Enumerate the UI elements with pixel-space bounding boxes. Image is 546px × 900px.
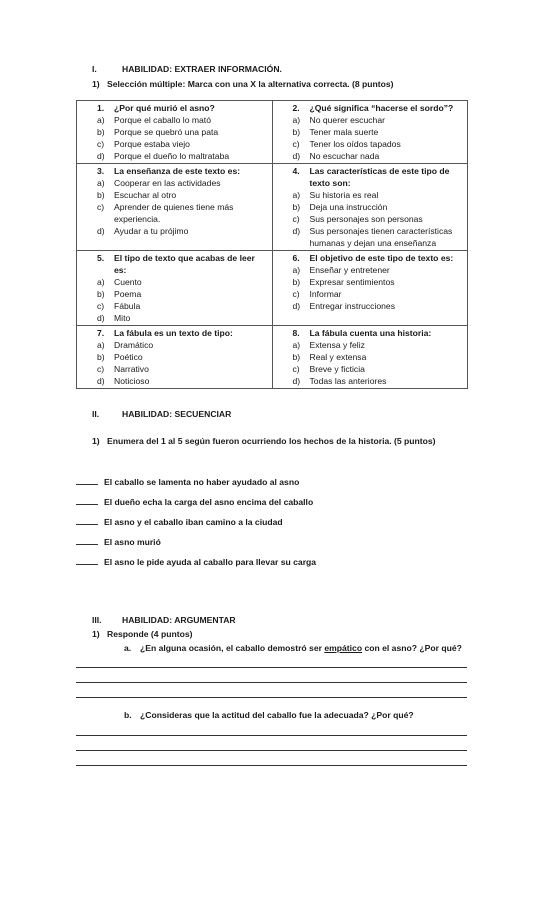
number-blank[interactable] bbox=[76, 516, 98, 525]
sequence-item[interactable] bbox=[76, 536, 161, 547]
question-heading bbox=[273, 165, 468, 189]
section-2-heading bbox=[92, 409, 231, 419]
option-text: Tener mala suerte bbox=[309, 127, 379, 137]
question-b bbox=[124, 710, 414, 720]
section-3-title: HABILIDAD: ARGUMENTAR bbox=[122, 615, 236, 625]
question-row bbox=[77, 326, 468, 389]
option-letter: d) bbox=[292, 151, 301, 161]
question-text: Las características de este tipo de texto son: bbox=[309, 166, 450, 188]
option-letter: a) bbox=[97, 277, 105, 287]
option-letter: a) bbox=[292, 190, 301, 200]
answer-option[interactable] bbox=[77, 189, 272, 201]
answer-option[interactable] bbox=[273, 201, 468, 213]
question-text: ¿Consideras que la actitud del caballo fue la adecuada? ¿Por qué? bbox=[140, 710, 414, 720]
sequence-text: El asno le pide ayuda al caballo para llevar su carga bbox=[104, 557, 317, 567]
question-number: 7. bbox=[97, 328, 105, 338]
question-letter: a. bbox=[124, 643, 132, 653]
question-text: La fábula cuenta una historia: bbox=[309, 328, 432, 338]
option-text: Enseñar y entretener bbox=[309, 265, 390, 275]
option-letter: b) bbox=[97, 289, 105, 299]
option-letter: a) bbox=[97, 115, 105, 125]
question-heading bbox=[77, 102, 272, 114]
option-letter: a) bbox=[292, 115, 301, 125]
option-text: Real y extensa bbox=[309, 352, 367, 362]
answer-option[interactable] bbox=[77, 276, 272, 288]
section-3-instruction bbox=[92, 629, 192, 639]
question-cell bbox=[272, 251, 468, 326]
answer-option[interactable] bbox=[273, 276, 468, 288]
answer-option[interactable] bbox=[77, 300, 272, 312]
option-letter: b) bbox=[292, 202, 301, 212]
option-letter: c) bbox=[292, 214, 300, 224]
sequence-text: El caballo se lamenta no haber ayudado al asno bbox=[104, 477, 300, 487]
option-letter: d) bbox=[97, 376, 105, 386]
option-letter: c) bbox=[97, 139, 105, 149]
sequence-item[interactable] bbox=[76, 496, 313, 507]
option-text: Porque se quebró una pata bbox=[114, 127, 219, 137]
option-text: Porque estaba viejo bbox=[114, 139, 190, 149]
answer-option[interactable] bbox=[77, 339, 272, 351]
answer-line[interactable] bbox=[76, 667, 467, 668]
question-number: 3. bbox=[97, 166, 105, 176]
option-letter: a) bbox=[97, 178, 105, 188]
question-cell bbox=[77, 101, 273, 164]
option-text: Tener los oídos tapados bbox=[309, 139, 401, 149]
section-1-number: I. bbox=[92, 64, 97, 74]
question-cell bbox=[272, 101, 468, 164]
option-letter: c) bbox=[292, 139, 300, 149]
option-letter: b) bbox=[97, 190, 105, 200]
answer-option[interactable] bbox=[273, 114, 468, 126]
question-text: El tipo de texto que acabas de leer es: bbox=[114, 253, 255, 275]
question-text: ¿En alguna ocasión, el caballo demostró ser bbox=[140, 643, 325, 653]
question-number: 6. bbox=[292, 253, 300, 263]
number-blank[interactable] bbox=[76, 556, 98, 565]
section-2-number: II. bbox=[92, 409, 100, 419]
answer-option[interactable] bbox=[77, 288, 272, 300]
question-text: La enseñanza de este texto es: bbox=[114, 166, 241, 176]
option-text: Cuento bbox=[114, 277, 142, 287]
question-cell bbox=[77, 326, 273, 389]
option-text: No escuchar nada bbox=[309, 151, 380, 161]
option-text: Porque el caballo lo mató bbox=[114, 115, 211, 125]
answer-line[interactable] bbox=[76, 750, 467, 751]
question-heading bbox=[273, 327, 468, 339]
option-text: Mito bbox=[114, 313, 131, 323]
section-1-title: HABILIDAD: EXTRAER INFORMACIÓN. bbox=[122, 64, 282, 74]
answer-option[interactable] bbox=[273, 300, 468, 312]
question-number: 1. bbox=[97, 103, 105, 113]
option-text: Todas las anteriores bbox=[309, 376, 387, 386]
instruction-number: 1) bbox=[92, 79, 100, 89]
option-text: Narrativo bbox=[114, 364, 149, 374]
option-letter: d) bbox=[97, 151, 105, 161]
option-text: Fábula bbox=[114, 301, 141, 311]
question-text: ¿Qué significa “hacerse el sordo”? bbox=[309, 103, 454, 113]
answer-option[interactable] bbox=[77, 363, 272, 375]
sequence-item[interactable] bbox=[76, 516, 283, 527]
question-number: 5. bbox=[97, 253, 105, 263]
option-letter: b) bbox=[97, 352, 105, 362]
option-text: Entregar instrucciones bbox=[309, 301, 396, 311]
option-text: Poema bbox=[114, 289, 142, 299]
number-blank[interactable] bbox=[76, 476, 98, 485]
sequence-item[interactable] bbox=[76, 476, 299, 487]
instruction-text: Responde (4 puntos) bbox=[107, 629, 193, 639]
option-letter: c) bbox=[292, 364, 300, 374]
option-text: Expresar sentimientos bbox=[309, 277, 395, 287]
question-row bbox=[77, 164, 468, 251]
section-2-title: HABILIDAD: SECUENCIAR bbox=[122, 409, 232, 419]
option-letter: d) bbox=[292, 376, 301, 386]
answer-option[interactable] bbox=[273, 138, 468, 150]
option-text: Aprender de quienes tiene más experiencia. bbox=[114, 202, 234, 224]
question-row bbox=[77, 251, 468, 326]
answer-option[interactable] bbox=[77, 126, 272, 138]
question-heading bbox=[273, 252, 468, 264]
section-1-instruction bbox=[92, 79, 394, 89]
question-cell bbox=[77, 164, 273, 251]
answer-option[interactable] bbox=[77, 138, 272, 150]
option-text: Dramático bbox=[114, 340, 154, 350]
sequence-text: El asno y el caballo iban camino a la ciudad bbox=[104, 517, 283, 527]
answer-option[interactable] bbox=[77, 225, 272, 237]
option-letter: b) bbox=[292, 277, 301, 287]
answer-option[interactable] bbox=[273, 225, 468, 249]
option-letter: d) bbox=[97, 313, 105, 323]
answer-option[interactable] bbox=[273, 288, 468, 300]
answer-line[interactable] bbox=[76, 682, 467, 683]
number-blank[interactable] bbox=[76, 496, 98, 505]
option-text: Porque el dueño lo maltrataba bbox=[114, 151, 230, 161]
sequence-text: El dueño echa la carga del asno encima del caballo bbox=[104, 497, 314, 507]
option-letter: a) bbox=[97, 340, 105, 350]
answer-option[interactable] bbox=[273, 264, 468, 276]
answer-option[interactable] bbox=[273, 213, 468, 225]
option-letter: a) bbox=[292, 265, 301, 275]
instruction-number: 1) bbox=[92, 629, 100, 639]
answer-option[interactable] bbox=[77, 375, 272, 387]
option-text: No querer escuchar bbox=[309, 115, 385, 125]
question-heading bbox=[77, 327, 272, 339]
option-letter: b) bbox=[292, 352, 301, 362]
multiple-choice-table bbox=[76, 100, 468, 389]
question-text-end: con el asno? ¿Por qué? bbox=[362, 643, 462, 653]
question-row bbox=[77, 101, 468, 164]
answer-option[interactable] bbox=[77, 114, 272, 126]
answer-option[interactable] bbox=[273, 339, 468, 351]
option-letter: d) bbox=[292, 226, 301, 236]
underlined-word: empático bbox=[324, 643, 363, 653]
section-2-instruction bbox=[92, 436, 436, 446]
option-letter: a) bbox=[292, 340, 301, 350]
answer-option[interactable] bbox=[273, 351, 468, 363]
answer-line[interactable] bbox=[76, 765, 467, 766]
sequence-text: El asno murió bbox=[104, 537, 161, 547]
question-text: La fábula es un texto de tipo: bbox=[114, 328, 233, 338]
option-letter: d) bbox=[292, 301, 301, 311]
question-number: 2. bbox=[292, 103, 300, 113]
question-heading bbox=[77, 252, 272, 276]
question-a bbox=[124, 643, 462, 653]
answer-option[interactable] bbox=[273, 126, 468, 138]
section-3-number: III. bbox=[92, 615, 102, 625]
sequence-item[interactable] bbox=[76, 556, 316, 567]
option-text: Su historia es real bbox=[309, 190, 379, 200]
answer-option[interactable] bbox=[273, 150, 468, 162]
section-3-heading bbox=[92, 615, 236, 625]
question-number: 8. bbox=[292, 328, 300, 338]
question-text: El objetivo de este tipo de texto es: bbox=[309, 253, 454, 263]
option-letter: b) bbox=[97, 127, 105, 137]
question-cell bbox=[272, 326, 468, 389]
answer-option[interactable] bbox=[77, 177, 272, 189]
answer-line[interactable] bbox=[76, 735, 467, 736]
answer-option[interactable] bbox=[77, 201, 272, 225]
question-number: 4. bbox=[292, 166, 300, 176]
option-text: Ayudar a tu prójimo bbox=[114, 226, 189, 236]
answer-option[interactable] bbox=[273, 375, 468, 387]
answer-option[interactable] bbox=[77, 351, 272, 363]
option-letter: c) bbox=[97, 301, 105, 311]
answer-option[interactable] bbox=[273, 189, 468, 201]
option-letter: c) bbox=[97, 364, 105, 374]
option-text: Deja una instrucción bbox=[309, 202, 388, 212]
answer-line[interactable] bbox=[76, 697, 467, 698]
option-letter: d) bbox=[97, 226, 105, 236]
option-letter: b) bbox=[292, 127, 301, 137]
option-text: Breve y ficticia bbox=[309, 364, 365, 374]
option-letter: c) bbox=[97, 202, 105, 212]
answer-option[interactable] bbox=[77, 150, 272, 162]
question-cell bbox=[272, 164, 468, 251]
instruction-text: Enumera del 1 al 5 según fueron ocurriendo los hechos de la historia. (5 puntos) bbox=[107, 436, 436, 446]
option-text: Extensa y feliz bbox=[309, 340, 365, 350]
instruction-text: Selección múltiple: Marca con una X la alternativa correcta. (8 puntos) bbox=[107, 79, 394, 89]
section-1-heading bbox=[92, 64, 282, 74]
question-heading bbox=[273, 102, 468, 114]
option-text: Cooperar en las actividades bbox=[114, 178, 221, 188]
option-text: Poético bbox=[114, 352, 143, 362]
instruction-number: 1) bbox=[92, 436, 100, 446]
option-text: Sus personajes tienen características humanas y dejan una enseñanza bbox=[309, 226, 453, 248]
question-text: ¿Por qué murió el asno? bbox=[114, 103, 215, 113]
option-text: Escuchar al otro bbox=[114, 190, 177, 200]
option-text: Informar bbox=[309, 289, 342, 299]
option-text: Noticioso bbox=[114, 376, 150, 386]
option-letter: c) bbox=[292, 289, 300, 299]
question-heading bbox=[77, 165, 272, 177]
question-letter: b. bbox=[124, 710, 132, 720]
question-cell bbox=[77, 251, 273, 326]
answer-option[interactable] bbox=[273, 363, 468, 375]
answer-option[interactable] bbox=[77, 312, 272, 324]
number-blank[interactable] bbox=[76, 536, 98, 545]
option-text: Sus personajes son personas bbox=[309, 214, 423, 224]
